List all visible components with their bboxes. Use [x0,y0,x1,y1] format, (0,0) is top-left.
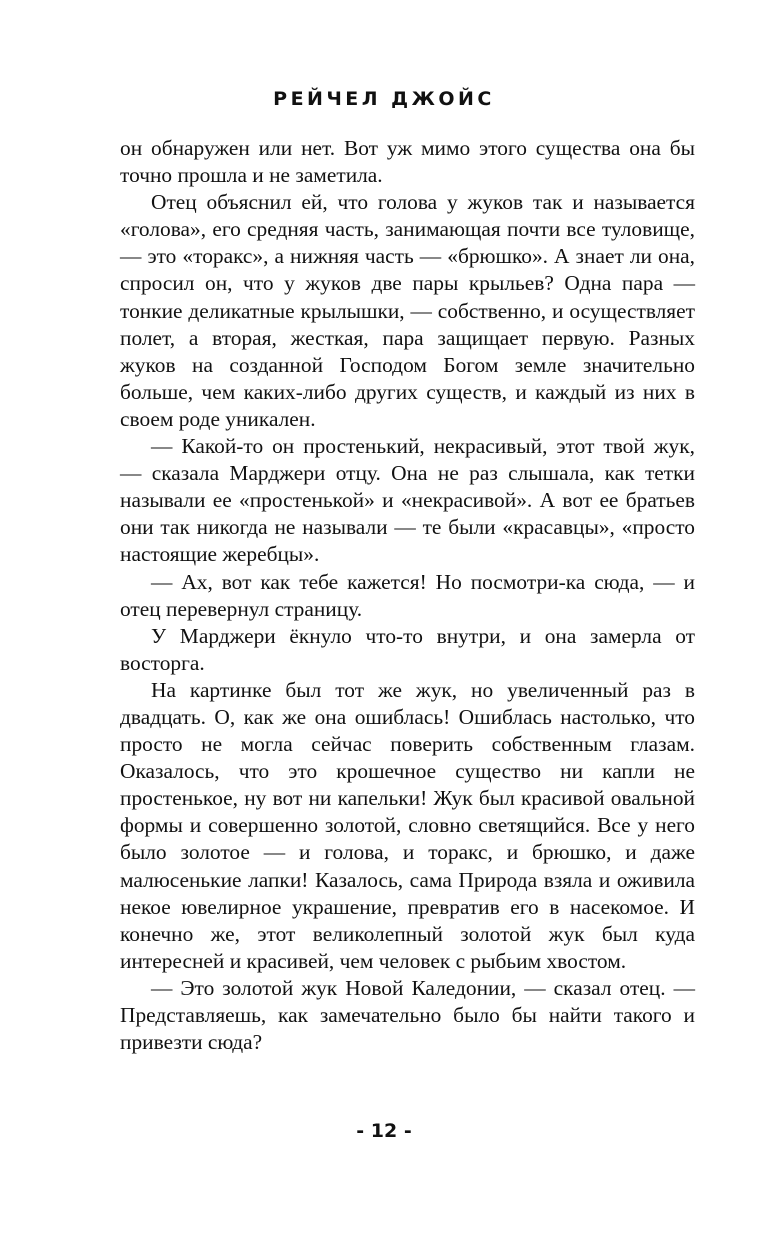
paragraph: У Марджери ёкнуло что-то внутри, и она замерла от восторга. [120,623,695,675]
running-header-author: РЕЙЧЕЛ ДЖОЙС [273,88,495,110]
page-number: - 12 - [356,1120,412,1142]
paragraph: — Какой-то он простенький, некрасивый, этот твой жук, — сказала Марджери отцу. Она не раз слышала, как тетки называли ее «простенькой» и «некрасивой». А вот ее братьев они так никогда не называли — те были «красавцы», «просто настоящие жеребцы». [120,434,695,567]
paragraph: Отец объяснил ей, что голова у жуков так и называется «голова», его средняя часть, занимающая почти все туловище, — это «торакс», а нижняя часть — «брюшко». А знает ли она, спросил он, что у жуков две пары крыльев? Одна пара — тонкие деликатные крылышки, — собственно, и осуществляет полет, а вторая, жесткая, пара защищает первую. Разных жуков на созданной Господом Богом земле значительно больше, чем каких-либо других существ, и каждый из них в своем роде уникален. [120,190,695,431]
paragraph: он обнаружен или нет. Вот уж мимо этого существа она бы точно прошла и не заметила. [120,136,695,188]
body-text [120,135,695,1056]
paragraph: На картинке был тот же жук, но увеличенный раз в двадцать. О, как же она ошиблась! Ошиблась настолько, что просто не могла сейчас поверить собственным глазам. Оказалось, что это крошечное существо ни капли не простенькое, ну вот ни капельки! Жук был красивой овальной формы и совершенно золотой, словно светящийся. Все у него было золотое — и голова, и торакс, и брюшко, и даже малюсенькие лапки! Казалось, сама Природа взяла и оживила некое ювелирное украшение, превратив его в насекомое. И конечно же, этот великолепный золотой жук был куда интересней и красивей, чем человек с рыбьим хвостом. [120,677,695,973]
paragraph: — Ах, вот как тебе кажется! Но посмотри-ка сюда, — и отец перевернул страницу. [120,569,695,621]
paragraph: — Это золотой жук Новой Каледонии, — сказал отец. — Представляешь, как замечательно было бы найти такого и привезти сюда? [120,975,695,1055]
